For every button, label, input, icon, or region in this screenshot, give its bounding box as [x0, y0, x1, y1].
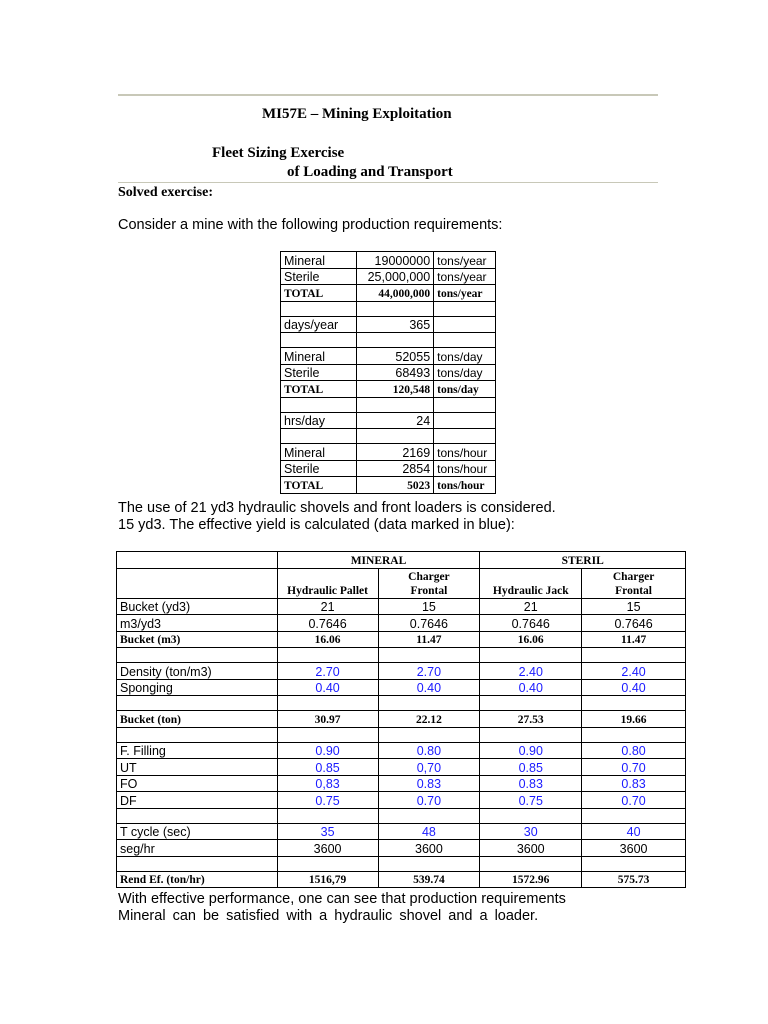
performance-row-label: Bucket (ton) — [117, 711, 278, 728]
production-label: Sterile — [281, 268, 357, 285]
production-value: 44,000,000 — [357, 285, 434, 302]
performance-cell: 48 — [378, 823, 480, 840]
performance-cell — [378, 727, 480, 742]
performance-row-label: m3/yd3 — [117, 615, 278, 632]
performance-cell: 3600 — [480, 840, 582, 857]
performance-cell: 0.75 — [277, 792, 378, 809]
performance-cell: 1516,79 — [277, 871, 378, 888]
performance-cell — [582, 648, 686, 663]
performance-row — [117, 871, 686, 888]
production-row — [281, 268, 496, 285]
performance-row — [117, 631, 686, 648]
production-value: 365 — [357, 316, 434, 333]
production-label: TOTAL — [281, 381, 357, 398]
performance-row — [117, 808, 686, 823]
performance-row-label — [117, 808, 278, 823]
performance-cell: 2.40 — [480, 663, 582, 680]
performance-cell: 0.40 — [582, 679, 686, 696]
production-label — [281, 333, 357, 348]
performance-cell: 0,83 — [277, 775, 378, 792]
production-row — [281, 301, 496, 316]
production-row — [281, 285, 496, 302]
performance-cell: 0.80 — [378, 742, 480, 759]
performance-cell — [582, 696, 686, 711]
performance-cell: 40 — [582, 823, 686, 840]
performance-cell: 0.7646 — [277, 615, 378, 632]
middle-text-line2: 15 yd3. The effective yield is calculated (data marked in blue): — [118, 517, 515, 533]
production-table — [280, 251, 496, 494]
sub-header-hydraulic-pallet — [277, 568, 378, 598]
performance-row — [117, 856, 686, 871]
performance-row — [117, 742, 686, 759]
performance-cell: 21 — [480, 598, 582, 615]
sub-header-row — [117, 568, 686, 598]
performance-cell: 0.40 — [277, 679, 378, 696]
production-unit: tons/year — [434, 268, 496, 285]
production-value: 25,000,000 — [357, 268, 434, 285]
performance-cell: 16.06 — [480, 631, 582, 648]
production-row — [281, 429, 496, 444]
performance-cell — [378, 808, 480, 823]
production-label: Sterile — [281, 460, 357, 477]
title-rule — [118, 182, 658, 183]
performance-cell: 0.75 — [480, 792, 582, 809]
performance-cell: 15 — [582, 598, 686, 615]
performance-cell: 539.74 — [378, 871, 480, 888]
performance-cell: 2.70 — [378, 663, 480, 680]
group-header-steril: STERIL — [480, 552, 686, 569]
performance-cell: 0.80 — [582, 742, 686, 759]
production-value — [357, 301, 434, 316]
production-row — [281, 477, 496, 494]
performance-cell — [277, 727, 378, 742]
performance-row-label — [117, 696, 278, 711]
performance-cell — [582, 856, 686, 871]
production-row — [281, 397, 496, 412]
sub-header-charger-frontal-steril — [582, 568, 686, 598]
performance-row — [117, 727, 686, 742]
performance-row-label: FO — [117, 775, 278, 792]
sub-header-top-2: Charger — [408, 570, 450, 583]
performance-row — [117, 663, 686, 680]
group-header-mineral: MINERAL — [277, 552, 480, 569]
performance-cell: 21 — [277, 598, 378, 615]
performance-row — [117, 679, 686, 696]
production-value: 24 — [357, 412, 434, 429]
production-row — [281, 444, 496, 461]
performance-table — [116, 551, 686, 888]
performance-row-label: seg/hr — [117, 840, 278, 857]
production-label — [281, 397, 357, 412]
production-value: 2169 — [357, 444, 434, 461]
production-label: TOTAL — [281, 285, 357, 302]
performance-row-label: Sponging — [117, 679, 278, 696]
production-row — [281, 252, 496, 269]
performance-row — [117, 840, 686, 857]
performance-cell: 0.7646 — [582, 615, 686, 632]
performance-cell — [378, 696, 480, 711]
production-unit: tons/day — [434, 381, 496, 398]
performance-row — [117, 615, 686, 632]
performance-row-label: Bucket (m3) — [117, 631, 278, 648]
performance-cell: 16.06 — [277, 631, 378, 648]
performance-cell: 0.7646 — [378, 615, 480, 632]
performance-cell: 2.70 — [277, 663, 378, 680]
production-value: 19000000 — [357, 252, 434, 269]
production-unit: tons/year — [434, 285, 496, 302]
performance-row-label — [117, 727, 278, 742]
exercise-title-line1: Fleet Sizing Exercise — [212, 145, 345, 161]
performance-cell: 0.40 — [480, 679, 582, 696]
intro-text: Consider a mine with the following production requirements: — [118, 217, 503, 233]
performance-cell: 22.12 — [378, 711, 480, 728]
performance-row-label: Bucket (yd3) — [117, 598, 278, 615]
production-label — [281, 301, 357, 316]
production-label: TOTAL — [281, 477, 357, 494]
production-row — [281, 460, 496, 477]
performance-cell: 0.90 — [277, 742, 378, 759]
performance-row — [117, 759, 686, 776]
production-row — [281, 381, 496, 398]
production-label: Mineral — [281, 444, 357, 461]
production-value — [357, 397, 434, 412]
production-label: Mineral — [281, 252, 357, 269]
sub-header-hydraulic-jack — [480, 568, 582, 598]
performance-cell: 3600 — [582, 840, 686, 857]
production-unit — [434, 333, 496, 348]
performance-row — [117, 598, 686, 615]
production-label: Sterile — [281, 364, 357, 381]
sub-header-corner — [117, 568, 278, 598]
performance-cell — [480, 696, 582, 711]
performance-cell — [480, 648, 582, 663]
performance-cell — [277, 808, 378, 823]
production-value — [357, 333, 434, 348]
performance-cell: 11.47 — [582, 631, 686, 648]
performance-row-label: T cycle (sec) — [117, 823, 278, 840]
performance-row-label — [117, 856, 278, 871]
performance-cell — [277, 696, 378, 711]
performance-cell: 575.73 — [582, 871, 686, 888]
production-unit — [434, 301, 496, 316]
performance-cell: 0.70 — [582, 792, 686, 809]
performance-cell: 11.47 — [378, 631, 480, 648]
performance-cell: 0.83 — [582, 775, 686, 792]
performance-cell — [277, 856, 378, 871]
performance-row — [117, 823, 686, 840]
performance-cell — [480, 727, 582, 742]
middle-text-line1: The use of 21 yd3 hydraulic shovels and front loaders is considered. — [118, 500, 556, 516]
sub-header-bottom-4: Frontal — [615, 584, 652, 597]
performance-cell — [582, 808, 686, 823]
production-row — [281, 412, 496, 429]
performance-row — [117, 648, 686, 663]
performance-cell: 3600 — [378, 840, 480, 857]
conclusion-line1: With effective performance, one can see that production requirements — [118, 891, 566, 907]
performance-row-label — [117, 648, 278, 663]
performance-cell — [378, 856, 480, 871]
sub-header-charger-frontal-mineral — [378, 568, 480, 598]
course-title: MI57E – Mining Exploitation — [262, 106, 452, 122]
performance-cell: 27.53 — [480, 711, 582, 728]
production-unit: tons/hour — [434, 477, 496, 494]
production-unit: tons/day — [434, 364, 496, 381]
group-header-row — [117, 552, 686, 569]
production-unit — [434, 412, 496, 429]
performance-row-label: Density (ton/m3) — [117, 663, 278, 680]
production-unit: tons/hour — [434, 460, 496, 477]
performance-cell: 2.40 — [582, 663, 686, 680]
sub-header-bottom-2: Frontal — [410, 584, 448, 597]
corner-cell — [117, 552, 278, 569]
production-row — [281, 333, 496, 348]
production-label: Mineral — [281, 348, 357, 365]
performance-cell: 0,70 — [378, 759, 480, 776]
production-unit: tons/hour — [434, 444, 496, 461]
production-unit — [434, 316, 496, 333]
production-label: hrs/day — [281, 412, 357, 429]
production-unit — [434, 397, 496, 412]
production-value: 5023 — [357, 477, 434, 494]
performance-row-label: Rend Ef. (ton/hr) — [117, 871, 278, 888]
production-label: days/year — [281, 316, 357, 333]
performance-row-label: DF — [117, 792, 278, 809]
performance-cell: 0.70 — [582, 759, 686, 776]
top-rule — [118, 94, 658, 96]
production-value — [357, 429, 434, 444]
production-unit: tons/day — [434, 348, 496, 365]
performance-row — [117, 696, 686, 711]
performance-cell: 0.85 — [277, 759, 378, 776]
performance-cell — [480, 856, 582, 871]
performance-row — [117, 711, 686, 728]
performance-row-label: F. Filling — [117, 742, 278, 759]
production-row — [281, 316, 496, 333]
performance-cell: 19.66 — [582, 711, 686, 728]
performance-cell: 0.83 — [378, 775, 480, 792]
production-row — [281, 364, 496, 381]
performance-cell: 0.85 — [480, 759, 582, 776]
performance-cell — [582, 727, 686, 742]
performance-row — [117, 792, 686, 809]
sub-header-top-4: Charger — [612, 570, 655, 583]
exercise-title-line2: of Loading and Transport — [287, 164, 453, 180]
performance-cell: 0.7646 — [480, 615, 582, 632]
performance-cell: 30 — [480, 823, 582, 840]
conclusion-line2: Mineral can be satisfied with a hydraulic shovel and a loader. — [118, 908, 539, 924]
production-value: 2854 — [357, 460, 434, 477]
performance-cell: 0.83 — [480, 775, 582, 792]
performance-cell: 0.70 — [378, 792, 480, 809]
production-row — [281, 348, 496, 365]
performance-row — [117, 775, 686, 792]
performance-row-label: UT — [117, 759, 278, 776]
performance-cell: 30.97 — [277, 711, 378, 728]
production-label — [281, 429, 357, 444]
sub-header-bottom-3: Hydraulic Jack — [492, 584, 569, 597]
performance-cell — [277, 648, 378, 663]
performance-cell — [480, 808, 582, 823]
performance-cell: 35 — [277, 823, 378, 840]
production-value: 120,548 — [357, 381, 434, 398]
production-value: 68493 — [357, 364, 434, 381]
production-unit: tons/year — [434, 252, 496, 269]
performance-cell: 3600 — [277, 840, 378, 857]
performance-cell — [378, 648, 480, 663]
production-value: 52055 — [357, 348, 434, 365]
performance-cell: 1572.96 — [480, 871, 582, 888]
performance-cell: 0.90 — [480, 742, 582, 759]
solved-label: Solved exercise: — [118, 185, 213, 200]
performance-cell: 15 — [378, 598, 480, 615]
performance-cell: 0.40 — [378, 679, 480, 696]
production-unit — [434, 429, 496, 444]
sub-header-bottom-1: Hydraulic Pallet — [287, 584, 368, 597]
